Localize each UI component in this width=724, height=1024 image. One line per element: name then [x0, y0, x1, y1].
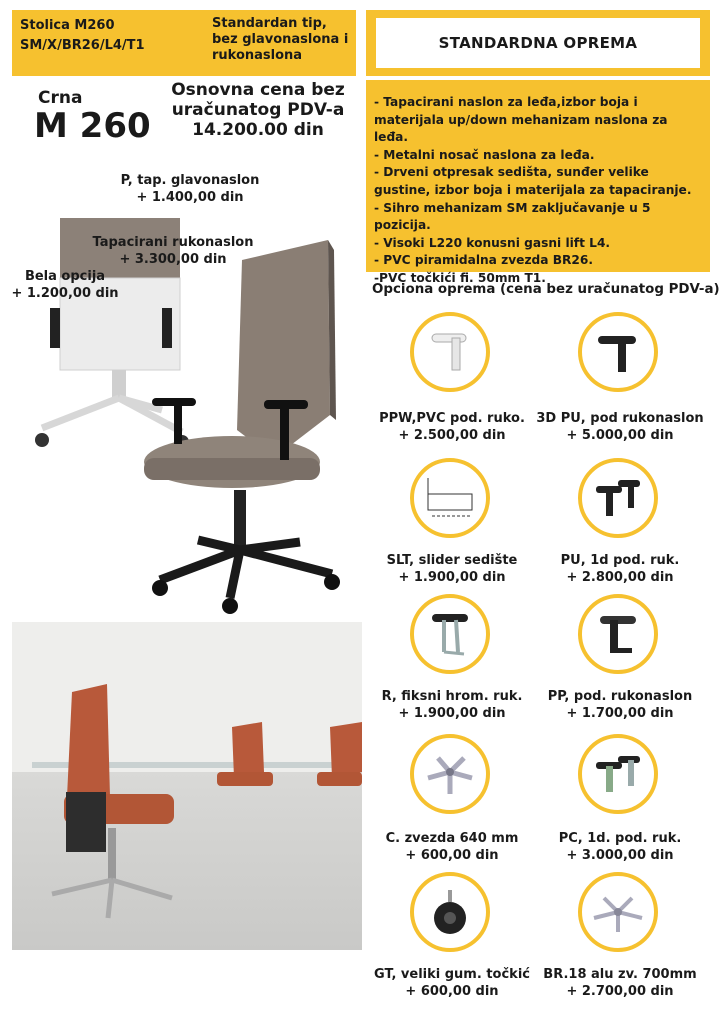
option-price: + 1.900,00 din: [398, 570, 506, 585]
option-price: + 5.000,00 din: [566, 428, 674, 443]
option-br18: [578, 872, 658, 952]
option-ppw-caption: [362, 410, 542, 444]
option-price: + 600,00 din: [405, 984, 499, 999]
header-left-panel: [12, 10, 356, 76]
option-price: + 2.500,00 din: [398, 428, 506, 443]
option-pu-1d-caption: [530, 552, 710, 586]
alu-star-base-icon: [578, 872, 658, 952]
standard-equipment-title: STANDARDNA OPREMA: [376, 18, 700, 68]
model-code: Stolica M260 SM/X/BR26/L4/T1: [20, 18, 145, 53]
type-description: Standardan tip, bez glavonaslona i rukonaslona: [212, 16, 349, 63]
option-name: PU, 1d pod. ruk.: [560, 553, 680, 568]
option-price: + 2.700,00 din: [566, 984, 674, 999]
pc-armrest-icon: [578, 734, 658, 814]
option-price: + 1.900,00 din: [398, 706, 506, 721]
std-item: - Metalni nosač naslona za leđa.: [374, 147, 595, 162]
std-item: - PVC piramidalna zvezda BR26.: [374, 253, 593, 268]
option-r: [410, 594, 490, 674]
standard-equipment-list: [366, 80, 710, 285]
white-option: [4, 268, 126, 302]
white-label: Bela opcija: [24, 269, 106, 284]
3d-armrest-icon: [578, 312, 658, 392]
1d-armrest-icon: [578, 458, 658, 538]
std-item: - Visoki L220 konusni gasni lift L4.: [374, 235, 611, 250]
option-3d-pu: [578, 312, 658, 392]
white-armrest-icon: [410, 312, 490, 392]
option-name: PC, 1d. pod. ruk.: [558, 831, 682, 846]
option-slt-caption: [362, 552, 542, 586]
option-price: + 3.000,00 din: [566, 848, 674, 863]
armrest-price: + 3.300,00 din: [119, 252, 227, 267]
option-name: BR.18 alu zv. 700mm: [543, 967, 697, 982]
option-pc: [578, 734, 658, 814]
option-gt-caption: [362, 966, 542, 1000]
option-price: + 1.700,00 din: [566, 706, 674, 721]
chrome-armrest-icon: [410, 594, 490, 674]
option-name: PP, pod. rukonaslon: [547, 689, 693, 704]
seat-slider-icon: [410, 458, 490, 538]
option-c-star: [410, 734, 490, 814]
armrest-option: [84, 234, 262, 268]
white-price: + 1.200,00 din: [11, 286, 119, 301]
std-item: - Tapacirani naslon za leđa,izbor boja i materijala up/down mehanizam naslona za leđa.: [374, 95, 668, 145]
color-label: Crna: [38, 88, 83, 108]
option-name: 3D PU, pod rukonaslon: [536, 411, 704, 426]
base-price-value: 14.200.00 din: [192, 120, 324, 140]
room-photo: [12, 622, 362, 950]
model-name: M 260: [34, 106, 151, 146]
option-pu-1d: [578, 458, 658, 538]
headrest-option: [110, 172, 270, 206]
rubber-caster-icon: [410, 872, 490, 952]
std-item: - Drveni otpresak sedišta, sunđer velike gustine, izbor boja i materijala za tapaciranje.: [374, 165, 692, 197]
option-br18-caption: [530, 966, 710, 1000]
option-name: R, fiksni hrom. ruk.: [381, 689, 523, 704]
headrest-price: + 1.400,00 din: [136, 190, 244, 205]
option-gt: [410, 872, 490, 952]
option-r-caption: [362, 688, 542, 722]
option-name: SLT, slider sedište: [386, 553, 518, 568]
option-name: PPW,PVC pod. ruko.: [379, 411, 525, 426]
headrest-label: P, tap. glavonaslon: [120, 173, 260, 188]
option-3d-pu-caption: [530, 410, 710, 444]
option-ppw: [410, 312, 490, 392]
option-name: C. zvezda 640 mm: [385, 831, 519, 846]
armrest-label: Tapacirani rukonaslon: [92, 235, 254, 250]
std-item: - Sihro mehanizam SM zaključavanje u 5 pozicija.: [374, 200, 651, 233]
option-c-star-caption: [362, 830, 542, 864]
header-right-panel: [366, 10, 710, 76]
option-pp: [578, 594, 658, 674]
std-item: -PVC točkići fi. 50mm T1.: [374, 270, 546, 285]
option-price: + 600,00 din: [405, 848, 499, 863]
option-pp-caption: [530, 688, 710, 722]
room-scene: [12, 622, 362, 950]
option-pc-caption: [530, 830, 710, 864]
option-price: + 2.800,00 din: [566, 570, 674, 585]
pp-armrest-icon: [578, 594, 658, 674]
optional-equipment-title: Opciona oprema (cena bez uračunatog PDV-a): [372, 282, 720, 297]
base-price-block: [158, 80, 358, 140]
base-price-label: Osnovna cena bez uračunatog PDV-a: [171, 80, 345, 120]
option-slt: [410, 458, 490, 538]
chrome-star-base-icon: [410, 734, 490, 814]
option-name: GT, veliki gum. točkić: [374, 967, 530, 982]
